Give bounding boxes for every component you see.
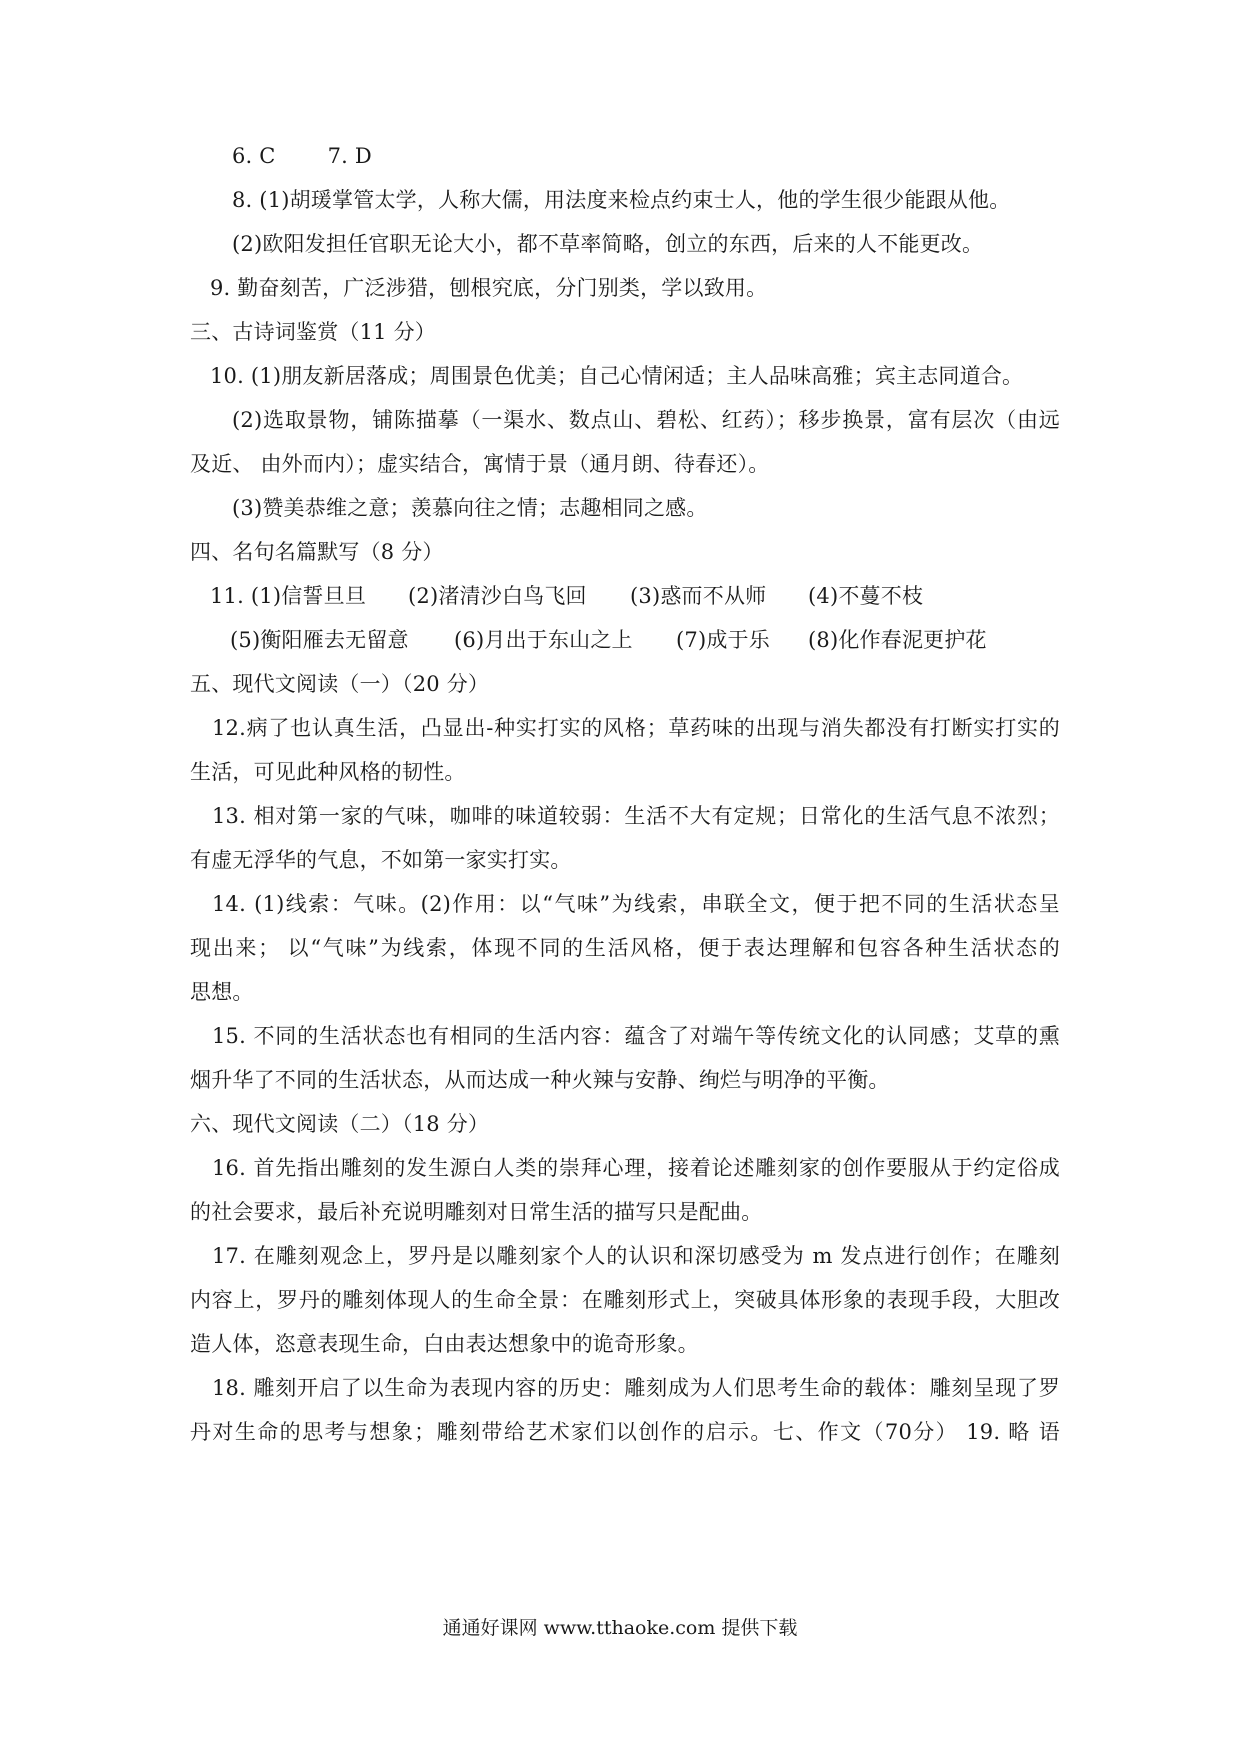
- answer-q10-3: (3)赞美恭维之意；羡慕向往之情；志趣相同之感。: [232, 496, 708, 520]
- answer-q14-line3: 思想。: [190, 980, 254, 1004]
- answer-q13-line2: 有虚无浮华的气息，不如第一家实打实。: [190, 848, 572, 872]
- answer-q6-7: [232, 142, 1102, 170]
- answer-q11-7: (7)成于乐: [676, 628, 770, 652]
- answer-q11-3: (3)惑而不从师: [630, 584, 767, 608]
- section-heading-3: 三、古诗词鉴赏（11 分）: [190, 320, 436, 344]
- answer-q11-row2: [0, 626, 1240, 654]
- answer-q11-6: (6)月出于东山之上: [454, 628, 633, 652]
- section-heading-4: 四、名句名篇默写（8 分）: [190, 540, 444, 564]
- answer-q11-1: 11. (1)信誓旦旦: [210, 584, 367, 608]
- answer-q15-line1: 15. 不同的生活状态也有相同的生活内容：蕴含了对端午等传统文化的认同感；艾草的熏: [212, 1024, 1060, 1048]
- answer-q13-line1: 13. 相对第一家的气味，咖啡的味道较弱：生活不大有定规；日常化的生活气息不浓烈；: [212, 804, 1060, 828]
- answer-q17-line1: 17. 在雕刻观念上，罗丹是以雕刻家个人的认识和深切感受为 m 发点进行创作；在雕刻: [212, 1244, 1060, 1268]
- answer-q8-2: (2)欧阳发担任官职无论大小，都不草率简略，创立的东西，后来的人不能更改。: [232, 232, 984, 256]
- answer-q11-2: (2)渚清沙白鸟飞回: [408, 584, 587, 608]
- answer-q6: 6. C: [232, 144, 276, 168]
- answer-q18-line2: 丹对生命的思考与想象；雕刻带给艺术家们以创作的启示。七、作文（70分） 19. 略 语: [190, 1420, 1060, 1444]
- answer-q16-line2: 的社会要求，最后补充说明雕刻对日常生活的描写只是配曲。: [190, 1200, 763, 1224]
- answer-q7: 7. D: [327, 144, 372, 168]
- answer-q11-5: (5)衡阳雁去无留意: [230, 628, 409, 652]
- answer-q18-line1: 18. 雕刻开启了以生命为表现内容的历史：雕刻成为人们思考生命的载体：雕刻呈现了罗: [212, 1376, 1060, 1400]
- answer-q11-4: (4)不蔓不枝: [808, 584, 924, 608]
- answer-q14-line2: 现出来； 以“气味”为线索，体现不同的生活风格，便于表达理解和包容各种生活状态的: [190, 936, 1060, 960]
- answer-q14-line1: 14. (1)线索：气味。(2)作用：以“气味”为线索，串联全文，便于把不同的生活状态呈: [212, 892, 1060, 916]
- answer-q9: 9. 勤奋刻苦，广泛涉猎，刨根究底，分门别类，学以致用。: [210, 276, 768, 300]
- answer-q17-line3: 造人体，恣意表现生命，白由表达想象中的诡奇形象。: [190, 1332, 699, 1356]
- answer-q12-line2: 生活，可见此种风格的韧性。: [190, 760, 466, 784]
- page-footer: 通通好课网 www.tthaoke.com 提供下载: [442, 1617, 798, 1639]
- answer-q17-line2: 内容上，罗丹的雕刻体现人的生命全景：在雕刻形式上，突破具体形象的表现手段，大胆改: [190, 1288, 1060, 1312]
- section-heading-6: 六、现代文阅读（二）（18 分）: [190, 1112, 490, 1136]
- answer-q8-1: 8. (1)胡瑗掌管太学，人称大儒，用法度来检点约束士人，他的学生很少能跟从他。: [232, 188, 1011, 212]
- answer-q10-2-line1: (2)选取景物，铺陈描摹（一渠水、数点山、碧松、红药）；移步换景，富有层次（由远: [232, 408, 1060, 432]
- answer-q15-line2: 烟升华了不同的生活状态，从而达成一种火辣与安静、绚烂与明净的平衡。: [190, 1068, 890, 1092]
- answer-q16-line1: 16. 首先指出雕刻的发生源白人类的崇拜心理，接着论述雕刻家的创作要服从于约定俗成: [212, 1156, 1060, 1180]
- answer-q12-line1: 12.病了也认真生活，凸显出-种实打实的风格；草药味的出现与消失都没有打断实打实的: [212, 716, 1060, 740]
- answer-q11-row1: [0, 582, 1240, 610]
- section-heading-5: 五、现代文阅读（一）（20 分）: [190, 672, 490, 696]
- answer-q10-2-line2: 及近、 由外而内）；虚实结合，寓情于景（通月朗、待春还）。: [190, 452, 770, 476]
- answer-q10-1: 10. (1)朋友新居落成；周围景色优美；自己心情闲适；主人品味高雅；宾主志同道合。: [210, 364, 1024, 388]
- answer-q11-8: (8)化作春泥更护花: [808, 628, 987, 652]
